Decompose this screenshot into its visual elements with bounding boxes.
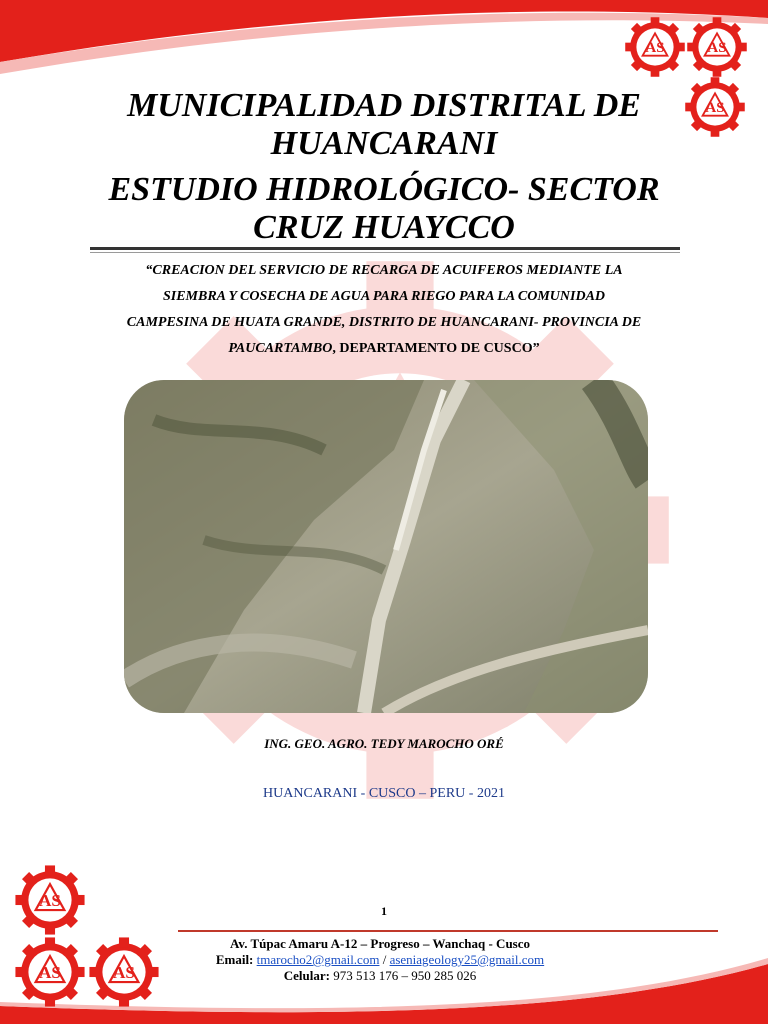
phone-numbers: 973 513 176 – 950 285 026 bbox=[329, 968, 477, 983]
svg-text:AS: AS bbox=[112, 962, 136, 982]
project-line-2: SIEMBRA Y COSECHA DE AGUA PARA RIEGO PARA LA COMUNIDAD bbox=[162, 289, 606, 304]
project-line-1: “CREACION DEL SERVICIO DE RECARGA DE ACUIFEROS MEDIANTE LA bbox=[145, 263, 623, 278]
project-line-3: CAMPESINA DE HUATA GRANDE, DISTRITO DE HUANCARANI- PROVINCIA DE bbox=[126, 315, 642, 330]
email-link-1[interactable]: tmarocho2@gmail.com bbox=[256, 952, 380, 967]
page-number: 1 bbox=[381, 904, 387, 918]
project-description bbox=[80, 258, 688, 362]
aerial-photo bbox=[124, 380, 648, 713]
project-line-4 bbox=[80, 336, 688, 362]
svg-text:AS: AS bbox=[645, 39, 665, 56]
aqua-soil-logo-bottom-1 bbox=[14, 864, 86, 936]
subtitle-line-1: ESTUDIO HIDROLÓGICO- SECTOR bbox=[108, 171, 660, 208]
aqua-soil-logo-top-2 bbox=[686, 16, 748, 78]
email-label: Email: bbox=[215, 952, 254, 967]
place-year: HUANCARANI - CUSCO – PERU - 2021 bbox=[263, 786, 505, 801]
title-line-2: HUANCARANI bbox=[270, 125, 498, 162]
aqua-soil-logo-bottom-2 bbox=[14, 936, 86, 1008]
svg-text:AS: AS bbox=[705, 99, 725, 116]
subtitle-line-2: CRUZ HUAYCCO bbox=[253, 209, 515, 246]
svg-text:AS: AS bbox=[707, 39, 727, 56]
phone-label: Celular: bbox=[283, 968, 330, 983]
footer-contact bbox=[150, 936, 610, 984]
svg-text:AS: AS bbox=[38, 890, 62, 910]
email-separator: / bbox=[379, 952, 390, 967]
title-line-1: MUNICIPALIDAD DISTRITAL DE bbox=[127, 87, 641, 124]
svg-text:AS: AS bbox=[38, 962, 62, 982]
aqua-soil-logo-top-1 bbox=[624, 16, 686, 78]
author: ING. GEO. AGRO. TEDY MAROCHO ORÉ bbox=[264, 736, 504, 751]
title-divider-thin bbox=[90, 252, 680, 253]
project-line-4-province: PAUCARTAMBO bbox=[228, 341, 333, 356]
footer-divider bbox=[178, 930, 718, 932]
email-link-2[interactable]: aseniageology25@gmail.com bbox=[389, 952, 545, 967]
project-line-4-department: , DEPARTAMENTO DE CUSCO” bbox=[332, 341, 540, 356]
footer-address: Av. Túpac Amaru A-12 – Progreso – Wanchaq - Cusco bbox=[230, 936, 530, 951]
title-divider bbox=[90, 247, 680, 250]
